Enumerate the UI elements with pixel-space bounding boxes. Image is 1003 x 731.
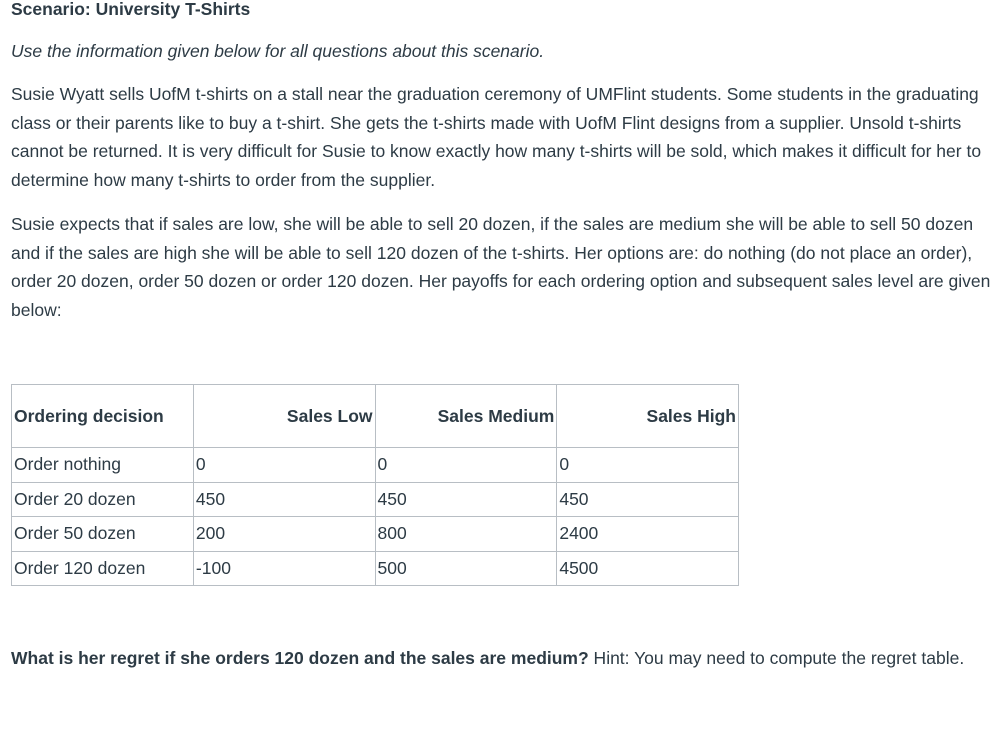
table-row [12,448,739,483]
payoff-low: 450 [193,482,375,517]
payoff-high: 0 [557,448,739,483]
payoff-high: 2400 [557,517,739,552]
table-row [12,482,739,517]
header-sales-high: Sales High [557,385,739,448]
table-row [12,517,739,552]
header-sales-medium: Sales Medium [375,385,557,448]
row-label: Order 50 dozen [12,517,194,552]
instruction-text: Use the information given below for all questions about this scenario. [11,41,545,61]
scenario-paragraph-1: Susie Wyatt sells UofM t-shirts on a stall near the graduation ceremony of UMFlint students. Some students in the graduating class or their parents like to buy a t-shirt. She gets the t-shirts made with UofM Flint designs from a supplier. Unsold t-shirts cannot be returned. It is very difficult for Susie to know exactly how many t-shirts will be sold, which makes it difficult for her to determine how many t-shirts to order from the supplier. [11,84,982,191]
row-label: Order nothing [12,448,194,483]
row-label: Order 120 dozen [12,551,194,586]
question-text [11,644,991,672]
payoff-medium: 450 [375,482,557,517]
payoff-high: 450 [557,482,739,517]
payoff-high: 4500 [557,551,739,586]
payoff-low: -100 [193,551,375,586]
question-hint: Hint: You may need to compute the regret table. [588,648,965,668]
payoff-medium: 800 [375,517,557,552]
payoff-low: 0 [193,448,375,483]
question-bold: What is her regret if she orders 120 dozen and the sales are medium? [11,648,589,668]
payoff-table [11,384,739,586]
payoff-low: 200 [193,517,375,552]
scenario-paragraph-2: Susie expects that if sales are low, she will be able to sell 20 dozen, if the sales are medium she will be able to sell 50 dozen and if the sales are high she will be able to sell 120 dozen of the t-shirts. Her options are: do nothing (do not place an order), order 20 dozen, order 50 dozen or order 120 dozen. Her payoffs for each ordering option and subsequent sales level are given below: [11,214,991,321]
table-row [12,551,739,586]
row-label: Order 20 dozen [12,482,194,517]
table-header-row [12,385,739,448]
header-ordering-decision: Ordering decision [12,385,194,448]
payoff-medium: 500 [375,551,557,586]
scenario-title: Scenario: University T-Shirts [11,0,251,19]
payoff-medium: 0 [375,448,557,483]
header-sales-low: Sales Low [193,385,375,448]
